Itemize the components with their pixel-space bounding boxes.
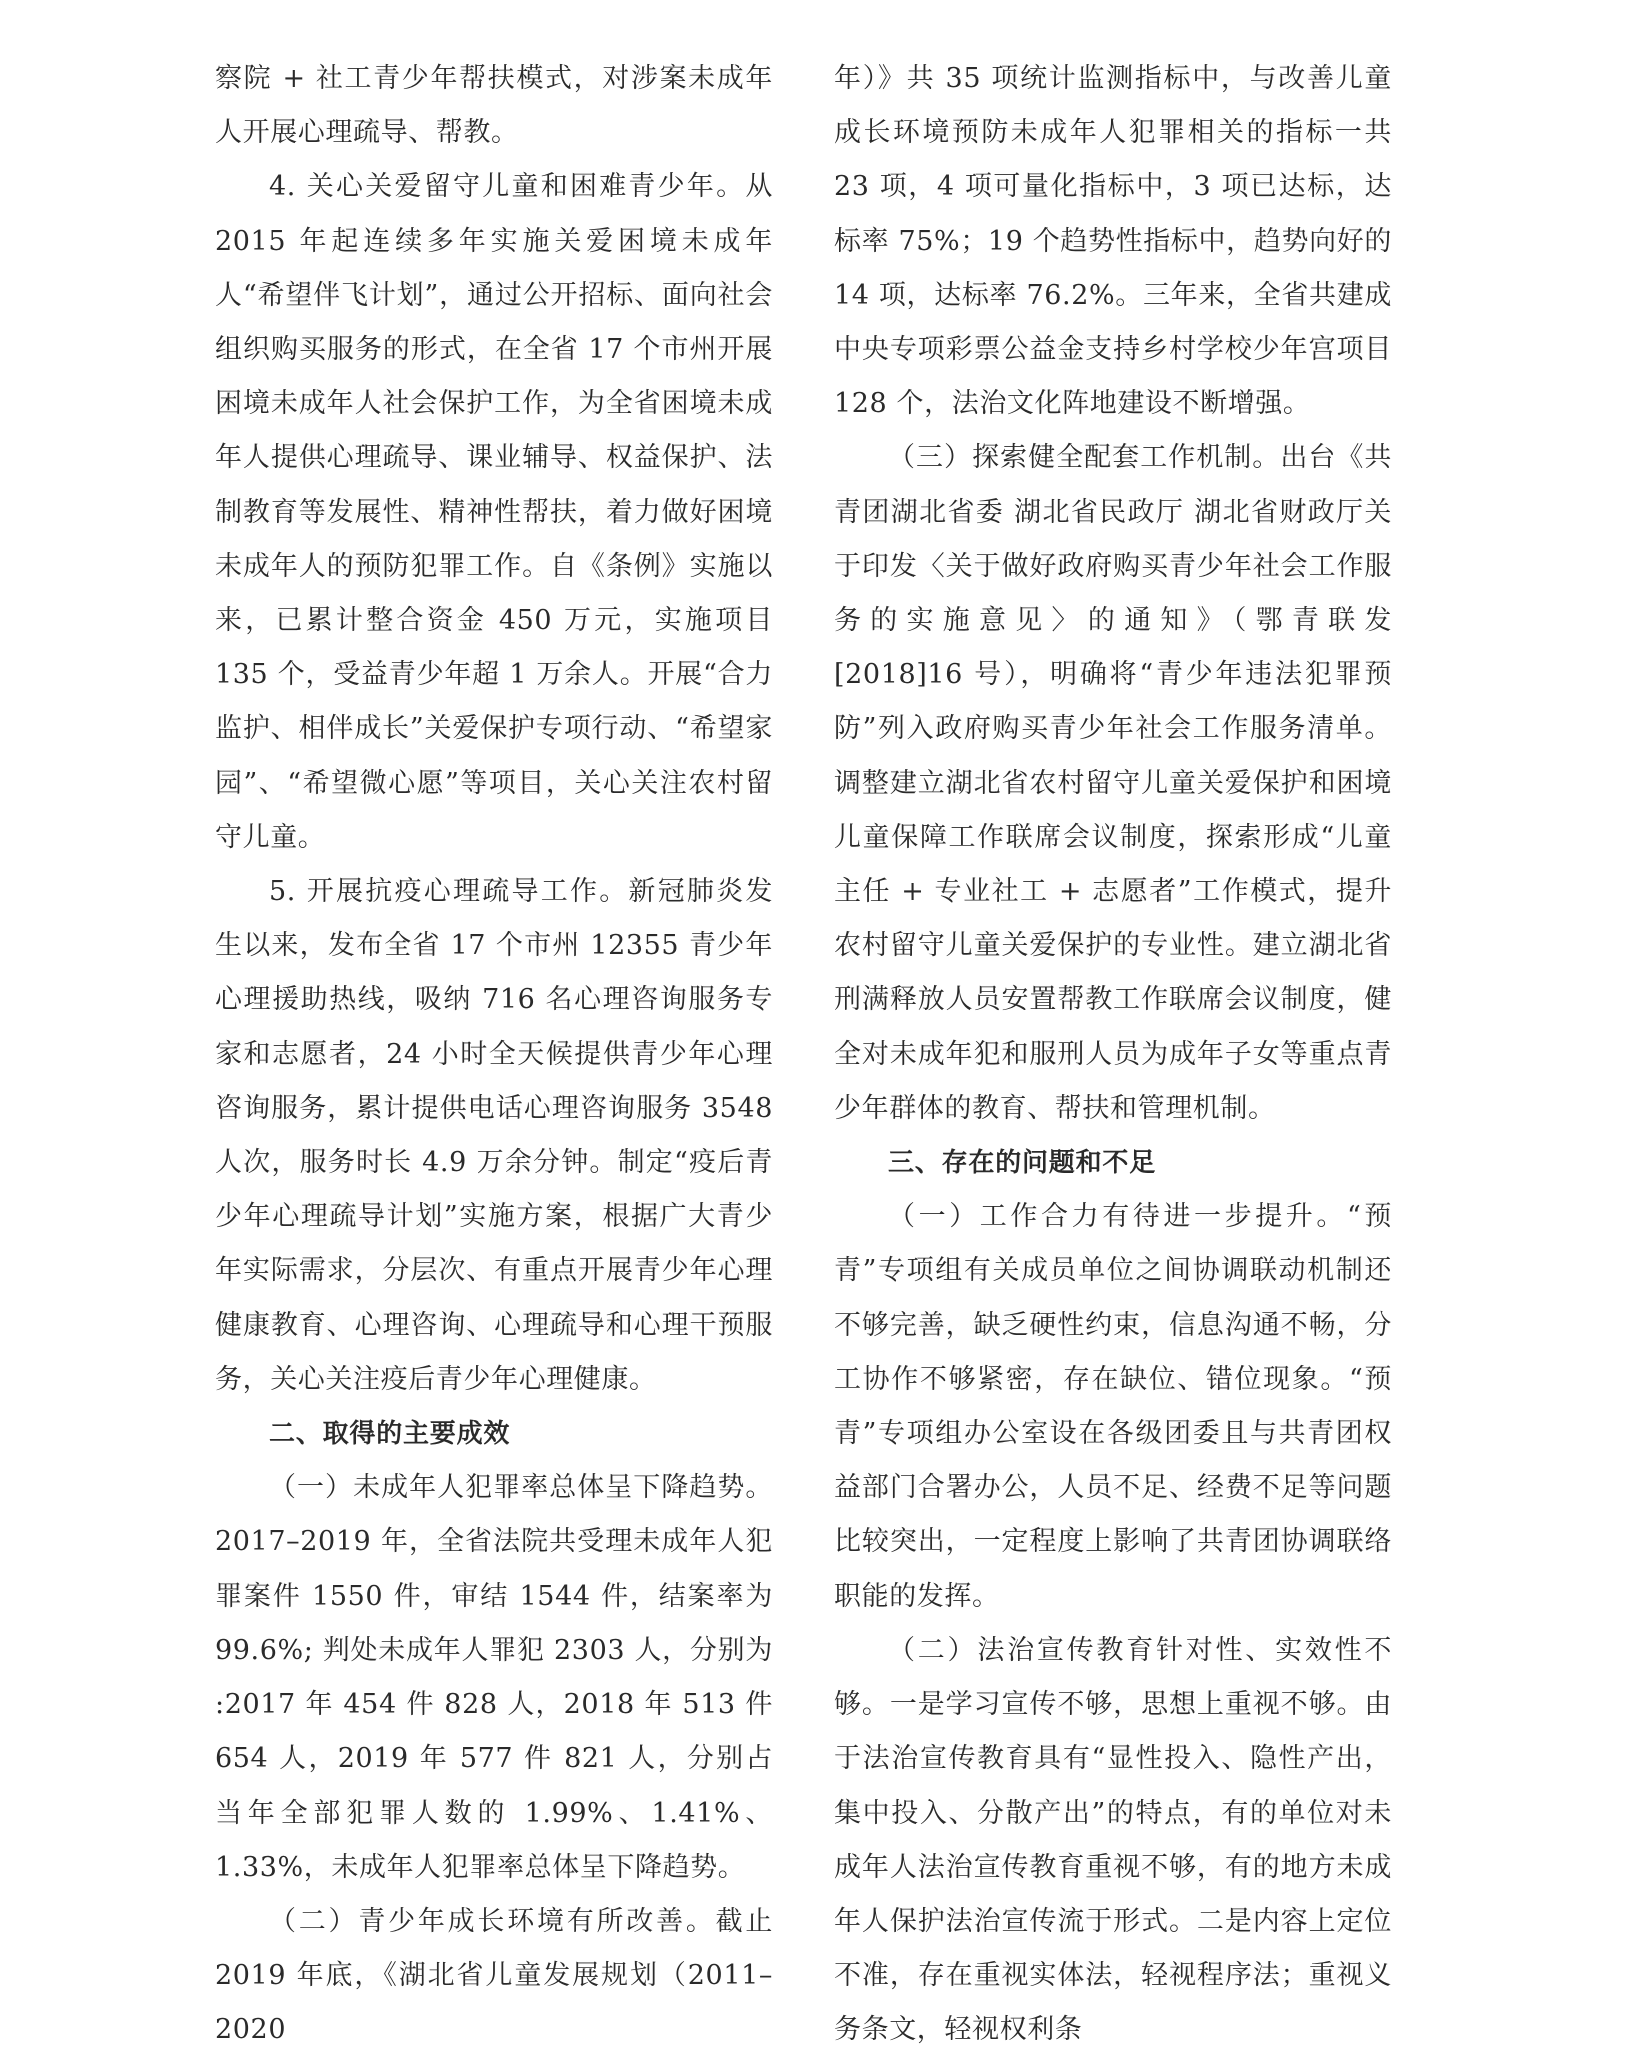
section-heading-problems: 三、存在的问题和不足 — [888, 1148, 1157, 1179]
paragraph-counseling-continued: 察院 + 社工青少年帮扶模式，对涉案未成年人开展心理疏导、帮教。 — [215, 63, 773, 149]
paragraph-left-behind-children: 4. 关心关爱留守儿童和困难青少年。从 2015 年起连续多年实施关爱困境未成年人“希望伴飞计划”，通过公开招标、面向社会组织购买服务的形式，在全省 17 个市州开展困境未成年人社会保护工作，为全省困境未成年人提供心理疏导、课业辅导、权益保护、法制教育等发展性、精神性帮扶，着力做好困境未成年人的预防犯罪工作。自《条例》实施以来，已累计整合资金 450 万元，实施项目 135 个，受益青少年超 1 万余人。开展“合力监护、相伴成长”关爱保护专项行动、“希望家园”、“希望微心愿”等项目，关心关注农村留守儿童。 — [215, 171, 773, 853]
right-column — [834, 52, 1392, 2058]
section-heading-achievements: 二、取得的主要成效 — [269, 1419, 511, 1450]
paragraph-coordination-lacking: （一）工作合力有待进一步提升。“预青”专项组有关成员单位之间协调联动机制还不够完善，缺乏硬性约束，信息沟通不畅，分工协作不够紧密，存在缺位、错位现象。“预青”专项组办公室设在各级团委且与共青团权益部门合署办公，人员不足、经费不足等问题比较突出，一定程度上影响了共青团协调联络职能的发挥。 — [834, 1201, 1392, 1612]
paragraph-supporting-mechanisms: （三）探索健全配套工作机制。出台《共青团湖北省委 湖北省民政厅 湖北省财政厅关于印发〈关于做好政府购买青少年社会工作服务的实施意见〉的通知》（鄂青联发 [2018]16 号），明确将“青少年违法犯罪预防”列入政府购买青少年社会工作服务清单。调整建立湖北省农村留守儿童关爱保护和困境儿童保障工作联席会议制度，探索形成“儿童主任 + 专业社工 + 志愿者”工作模式，提升农村留守儿童关爱保护的专业性。建立湖北省刑满释放人员安置帮教工作联席会议制度，健全对未成年犯和服刑人员为成年子女等重点青少年群体的教育、帮扶和管理机制。 — [834, 442, 1392, 1124]
paragraph-epidemic-counseling: 5. 开展抗疫心理疏导工作。新冠肺炎发生以来，发布全省 17 个市州 12355 青少年心理援助热线，吸纳 716 名心理咨询服务专家和志愿者，24 小时全天候提供青少年心理咨询服务，累计提供电话心理咨询服务 3548 人次，服务时长 4.9 万余分钟。制定“疫后青少年心理疏导计划”实施方案，根据广大青少年实际需求，分层次、有重点开展青少年心理健康教育、心理咨询、心理疏导和心理干预服务，关心关注疫后青少年心理健康。 — [215, 876, 773, 1395]
paragraph-legal-education-lacking: （二）法治宣传教育针对性、实效性不够。一是学习宣传不够，思想上重视不够。由于法治宣传教育具有“显性投入、隐性产出，集中投入、分散产出”的特点，有的单位对未成年人法治宣传教育重视不够，有的地方未成年人保护法治宣传流于形式。二是内容上定位不准，存在重视实体法，轻视程序法；重视义务条文，轻视权利条 — [834, 1634, 1392, 2046]
paragraph-crime-rate-decline: （一）未成年人犯罪率总体呈下降趋势。2017–2019 年，全省法院共受理未成年人犯罪案件 1550 件，审结 1544 件，结案率为 99.6%; 判处未成年人罪犯 2303 人，分别为 :2017 年 454 件 828 人，2018 年 513 件 654 人，2019 年 577 件 821 人，分别占当年全部犯罪人数的 1.99%、1.41%、1.33%，未成年人犯罪率总体呈下降趋势。 — [215, 1472, 773, 1883]
paragraph-environment-improved: （二）青少年成长环境有所改善。截止 2019 年底，《湖北省儿童发展规划（2011–2020 — [215, 1905, 773, 2046]
paragraph-indicators-continued: 年）》共 35 项统计监测指标中，与改善儿童成长环境预防未成年人犯罪相关的指标一共 23 项，4 项可量化指标中，3 项已达标，达标率 75%；19 个趋势性指标中，趋势向好的 14 项，达标率 76.2%。三年来，全省共建成中央专项彩票公益金支持乡村学校少年宫项目 128 个，法治文化阵地建设不断增强。 — [834, 63, 1392, 420]
left-column — [215, 52, 773, 2058]
